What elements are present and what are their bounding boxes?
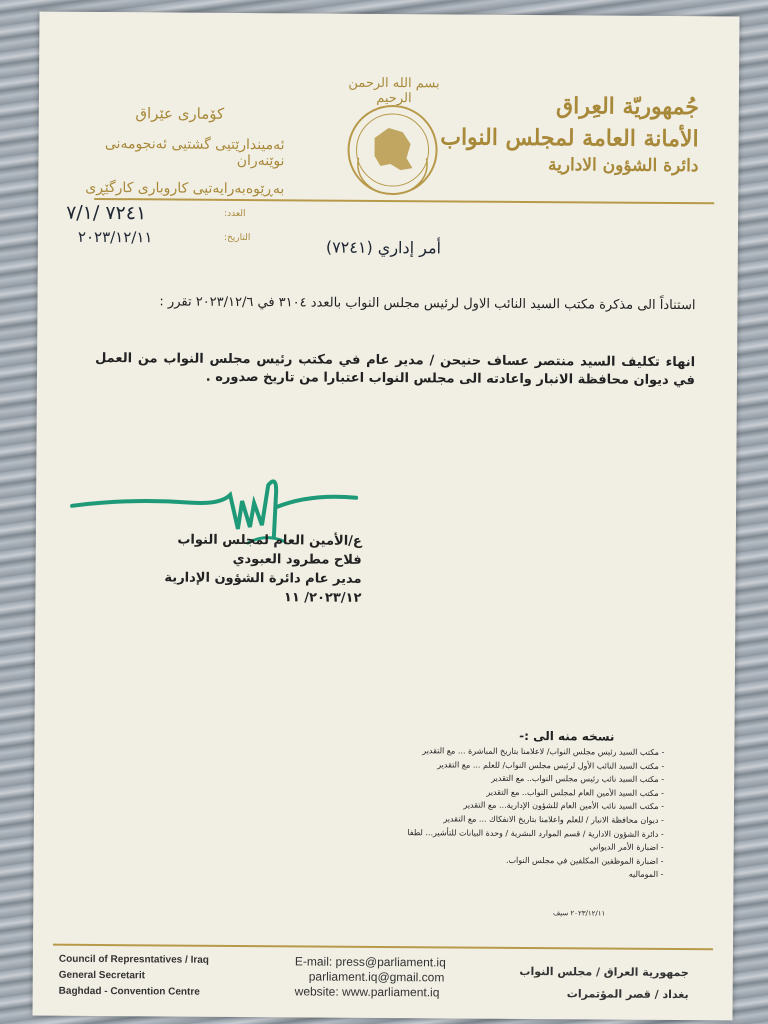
list-item: - دائرة الشؤون الادارية / قسم الموارد البشرية / وحدة البيانات للتأشير... لطفا — [407, 827, 664, 839]
copies-footer-date: ٢٠٢٣/١٢/١١ سيف — [552, 909, 606, 918]
list-item: - مكتب السيد نائب الأمين العام للشؤون الإدارية... مع التقدير — [463, 800, 665, 812]
header-arabic-republic: جُمهوريّة العِراق — [555, 93, 699, 121]
website-label: website: — [294, 984, 339, 999]
header-kurdish-department: بەڕێوەبەرایەتیی کاروباری کارگێڕی — [85, 179, 285, 198]
body-paragraph-decision: انهاء تكليف السيد منتصر عساف حنيحن / مدير عام في مكتب رئيس مجلس النواب من العمل في ديوان محافظة الانبار واعادته الى مجلس النواب اعتبارا من تاريخ صدوره . — [95, 350, 696, 389]
signature-on-behalf: ع/الأمين العام لمجلس النواب — [177, 532, 362, 549]
list-item: - اضبارة الموظفين المكلفين في مجلس النواب. — [505, 855, 664, 866]
email-link-gmail[interactable]: parliament.iq@gmail.com — [308, 969, 445, 985]
reference-number: ٧٢٤١ /٧/١ — [66, 201, 147, 225]
footer-arabic — [519, 961, 689, 1006]
list-item: - مكتب السيد النائب الأول لرئيس مجلس النواب/ للعلم ... مع التقدير — [437, 759, 665, 771]
administrative-order-number: أمر إداري (٧٢٤١) — [325, 237, 442, 258]
header-kurdish — [74, 104, 285, 197]
email-label: E-mail: — [294, 954, 333, 969]
parliament-emblem-icon — [344, 98, 441, 201]
list-item: - مكتب السيد الأمين العام لمجلس النواب.. مع التقدير — [486, 787, 665, 798]
document-page — [33, 12, 740, 1021]
footer-english — [59, 952, 209, 1001]
reference-number-label: العدد: — [224, 208, 246, 220]
header-arabic-department: دائرة الشؤون الادارية — [547, 155, 699, 177]
signatory-title: مدير عام دائرة الشؤون الإدارية — [164, 570, 362, 587]
footer-en-secretariat: General Secretarit — [58, 969, 145, 982]
header-arabic-secretariat: الأمانة العامة لمجلس النواب — [440, 124, 699, 153]
body-paragraph-reference: استناداً الى مذكرة مكتب السيد النائب الاول لرئيس مجلس النواب بالعدد ٣١٠٤ في ٢٠٢٣/١٢/٦ تقرر : — [159, 294, 696, 314]
footer-divider — [53, 944, 713, 951]
list-item: - مكتب السيد نائب رئيس مجلس النواب.. مع التقدير — [491, 773, 665, 785]
header-kurdish-republic: كۆماری عێراق — [135, 104, 225, 123]
footer-en-council: Council of Represntatives / Iraq — [58, 953, 209, 966]
list-item: - اضبارة الأمر الديواني — [589, 842, 664, 853]
signature-date: ٢٠٢٣/١٢/ ١١ — [283, 590, 362, 606]
email-link-press[interactable]: press@parliament.iq — [335, 954, 446, 970]
header-kurdish-secretariat: ئەمیندارێتیی گشتیی ئەنجومەنی نوێنەران — [104, 136, 285, 170]
list-item: - الموماليه — [628, 870, 664, 880]
copies-list — [243, 743, 664, 882]
signature-block — [131, 530, 362, 608]
footer-ar-council: جمهورية العراق / مجلس النواب — [519, 964, 689, 980]
copies-title: نسخه منه الى :- — [519, 728, 615, 744]
basmala: بسم الله الرحمن الرحيم — [348, 75, 440, 107]
footer-ar-address: بغداد / قصر المؤتمرات — [566, 987, 689, 1002]
footer-en-address: Baghdad - Convention Centre — [58, 985, 200, 998]
reference-date: ٢٠٢٣/١٢/١١ — [77, 227, 153, 247]
footer-contact — [295, 954, 446, 1000]
list-item: - مكتب السيد رئيس مجلس النواب/ لاعلامنا بتاريخ المباشرة ... مع التقدير — [422, 746, 665, 757]
reference-date-label: التاريخ: — [223, 232, 251, 244]
signatory-name: فلاح مطرود العبودي — [232, 551, 362, 568]
list-item: - ديوان محافظة الانبار / للعلم واعلامنا بتاريخ الانفكاك ... مع التقدير — [443, 814, 664, 825]
header-arabic — [440, 92, 699, 176]
website-link[interactable]: www.parliament.iq — [342, 984, 440, 1000]
